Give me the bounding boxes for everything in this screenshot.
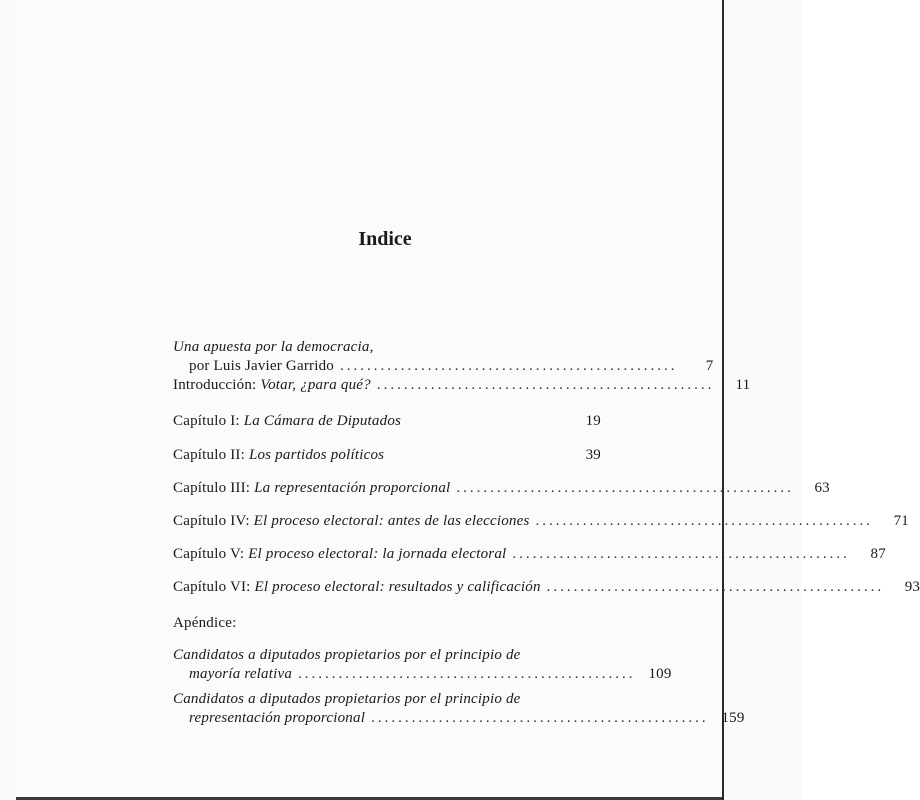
entry-title: Los partidos políticos xyxy=(248,447,385,463)
dot-leader: .................................................. xyxy=(546,579,885,595)
page-number: 7 xyxy=(705,358,714,374)
index-title: Indice xyxy=(358,228,412,250)
dot-leader: .................................................. xyxy=(339,358,678,374)
dot-leader: .................................................. xyxy=(535,513,874,529)
entry-title: El proceso electoral: antes de las elecciones xyxy=(253,513,530,529)
entry-prefix: Capítulo II: xyxy=(173,447,245,463)
toc-entry-chapter-1 xyxy=(173,412,601,431)
dot-leader: .................................................. xyxy=(512,546,850,562)
page-number: 87 xyxy=(870,546,886,562)
page-number: 63 xyxy=(814,480,830,496)
toc-entry-appendix-1 xyxy=(173,646,672,684)
entry-title: El proceso electoral: la jornada electoral xyxy=(248,546,507,562)
entry-prefix: Capítulo I: xyxy=(173,413,240,429)
toc-entry-chapter-6 xyxy=(173,578,920,597)
toc-entry-chapter-3 xyxy=(173,479,830,498)
page-number: 19 xyxy=(585,413,601,429)
dot-leader: .................................................. xyxy=(456,480,794,496)
entry-prefix: Capítulo V: xyxy=(173,546,245,562)
page-number: 39 xyxy=(585,447,601,463)
entry-line1: Candidatos a diputados propietarios por el principio de xyxy=(173,691,521,707)
toc-entry-appendix-2 xyxy=(173,690,745,728)
page-edge-right xyxy=(722,0,802,800)
toc-entry-prologue xyxy=(173,338,714,376)
appendix-label: Apéndice: xyxy=(173,615,237,631)
entry-title: La representación proporcional xyxy=(254,480,451,496)
entry-title: El proceso electoral: resultados y calificación xyxy=(254,579,541,595)
dot-leader: .................................................. xyxy=(298,666,636,682)
page-number: 109 xyxy=(648,666,672,682)
page-number: 11 xyxy=(735,377,751,393)
entry-line2: por Luis Javier Garrido xyxy=(189,358,334,374)
entry-prefix: Capítulo III: xyxy=(173,480,251,496)
toc-entry-chapter-2 xyxy=(173,446,601,465)
entry-prefix: Capítulo IV: xyxy=(173,513,250,529)
toc-entry-chapter-4 xyxy=(173,512,910,531)
entry-prefix: Capítulo VI: xyxy=(173,579,251,595)
page-number: 71 xyxy=(893,513,910,529)
dot-leader: .................................................. xyxy=(371,710,709,726)
page-edge-left xyxy=(0,0,17,800)
toc-entry-introduction xyxy=(173,376,751,395)
entry-title: La Cámara de Diputados xyxy=(243,413,402,429)
entry-title: Votar, ¿para qué? xyxy=(260,377,371,393)
entry-line2: mayoría relativa xyxy=(189,666,293,682)
entry-line1: Candidatos a diputados propietarios por el principio de xyxy=(173,647,521,663)
entry-line1: Una apuesta por la democracia, xyxy=(173,339,374,355)
dot-leader: .................................................. xyxy=(376,377,715,393)
entry-line2: representación proporcional xyxy=(189,710,366,726)
toc-entry-chapter-5 xyxy=(173,545,886,564)
entry-prefix: Introducción: xyxy=(173,377,257,393)
page-number: 159 xyxy=(721,710,745,726)
toc-appendix-heading xyxy=(173,614,601,633)
page-number: 93 xyxy=(904,579,920,595)
